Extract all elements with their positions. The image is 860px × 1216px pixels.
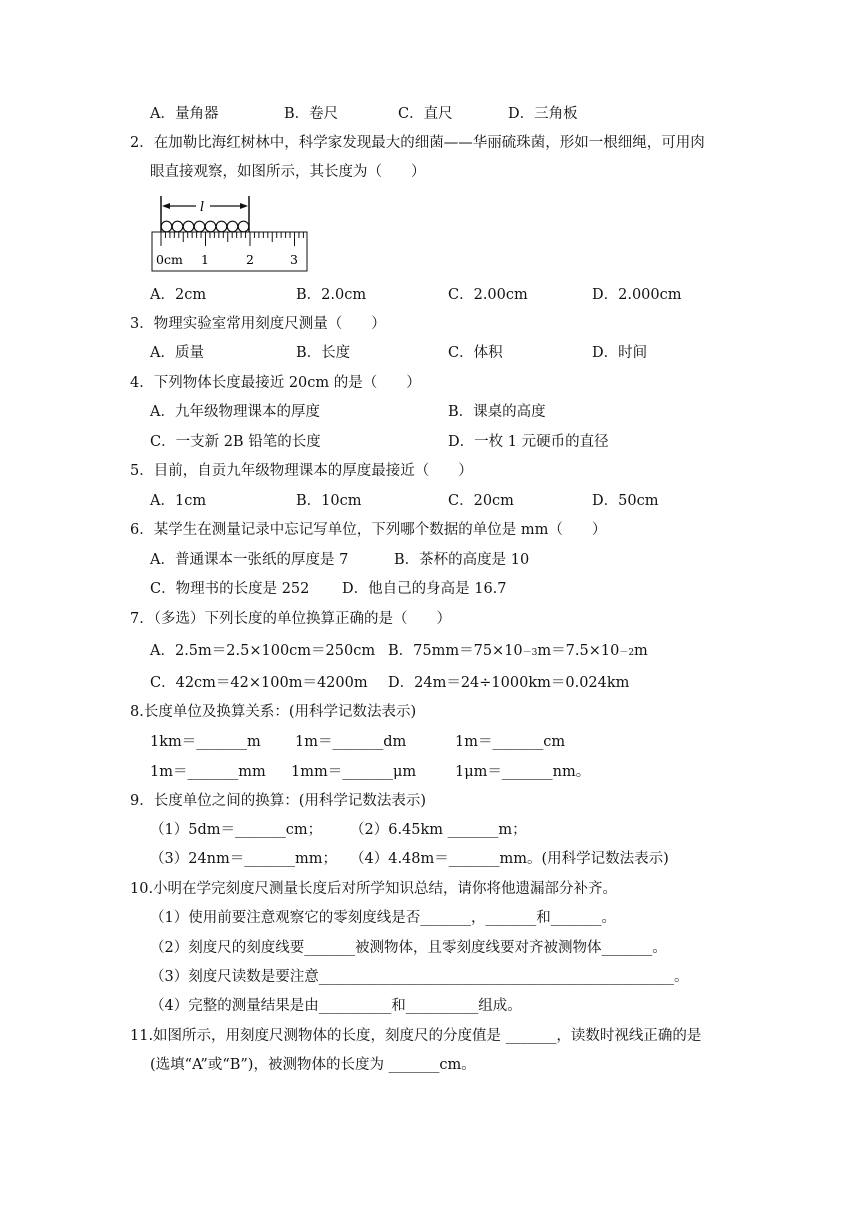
q1-option-c: C．直尺 <box>398 106 453 122</box>
q3-option-b: B．长度 <box>296 345 351 361</box>
bacterium-chain <box>161 221 249 232</box>
q4-options-row2 <box>0 430 860 454</box>
q5-option-b: B．10cm <box>296 493 362 509</box>
q4-stem: 4．下列物体长度最接近 20cm 的是（ ） <box>130 375 421 391</box>
bacterium-segment <box>238 221 249 232</box>
ruler-ticks <box>161 232 303 246</box>
q3-stem: 3．物理实验室常用刻度尺测量（ ） <box>130 316 386 332</box>
q8-blank-mm-um[interactable]: 1mm＝_______μm <box>291 764 417 780</box>
q5-option-a: A．1cm <box>150 493 207 509</box>
q5-options <box>0 489 860 513</box>
q6-option-a: A．普通课本一张纸的厚度是 7 <box>150 552 349 568</box>
q10-item-1[interactable]: （1）使用前要注意观察它的零刻度线是否_______，_______和_______。 <box>150 910 616 926</box>
q1-option-b: B．卷尺 <box>284 106 339 122</box>
q8-blank-um-nm[interactable]: 1μm＝_______nm。 <box>455 764 591 780</box>
q3-option-c: C．体积 <box>448 345 503 361</box>
q7-option-c: C．42cm＝42×100m＝4200m <box>150 675 368 691</box>
q9-item-3[interactable]: （3）24nm＝_______mm； <box>150 851 338 867</box>
tick-label-1: 1 <box>201 252 209 267</box>
q2-stem-line1: 2．在加勒比海红树林中，科学家发现最大的细菌——华丽硫珠菌，形如一根细绳，可用肉 <box>130 135 705 151</box>
q6-options-row2 <box>0 577 860 601</box>
q6-stem: 6．某学生在测量记录中忘记写单位，下列哪个数据的单位是 mm（ ） <box>130 522 607 538</box>
q9-stem: 9．长度单位之间的换算：(用科学记数法表示) <box>130 793 427 809</box>
tick-label-3: 3 <box>290 252 298 267</box>
q2-options <box>0 283 860 307</box>
q10-item-3[interactable]: （3）刻度尺读数是要注意_________________________________________________。 <box>150 969 689 985</box>
q7-options-row2 <box>0 671 860 695</box>
q6-option-c: C．物理书的长度是 252 <box>150 581 310 597</box>
q8-blank-m-mm[interactable]: 1m＝_______mm <box>150 764 266 780</box>
q9-item-1[interactable]: （1）5dm＝_______cm； <box>150 822 323 838</box>
bacterium-segment <box>227 221 238 232</box>
q4-option-a: A．九年级物理课本的厚度 <box>150 404 320 420</box>
tick-label-0: 0cm <box>156 252 183 267</box>
q6-options-row1 <box>0 548 860 572</box>
q4-option-d: D．一枚 1 元硬币的直径 <box>448 434 609 450</box>
q3-option-d: D．时间 <box>592 345 648 361</box>
q7-options-row1 <box>0 639 860 663</box>
q1-options <box>0 102 860 126</box>
length-label: l <box>200 200 205 215</box>
q9-row1 <box>0 818 860 842</box>
q4-option-b: B．课桌的高度 <box>448 404 546 420</box>
q3-option-a: A．质量 <box>150 345 204 361</box>
q4-options-row1 <box>0 400 860 424</box>
tick-label-2: 2 <box>246 252 254 267</box>
q10-item-4[interactable]: （4）完整的测量结果是由__________和__________组成。 <box>150 998 522 1014</box>
q11-stem-line2[interactable]: (选填“A”或“B”)，被测物体的长度为 _______cm。 <box>150 1057 476 1073</box>
q1-option-a: A．量角器 <box>150 106 219 122</box>
q9-row2 <box>0 847 860 871</box>
q8-blank-m-cm[interactable]: 1m＝_______cm <box>455 734 566 750</box>
bacterium-segment <box>205 221 216 232</box>
q2-option-b: B．2.0cm <box>296 287 367 303</box>
q1-option-d: D．三角板 <box>508 106 578 122</box>
bacterium-segment <box>216 221 227 232</box>
q6-option-d: D．他自己的身高是 16.7 <box>342 581 507 597</box>
q8-row2 <box>0 760 860 784</box>
q5-stem: 5．目前，自贡九年级物理课本的厚度最接近（ ） <box>130 463 473 479</box>
q10-item-2[interactable]: （2）刻度尺的刻度线要_______被测物体，且零刻度线要对齐被测物体_______。 <box>150 940 667 956</box>
q8-row1 <box>0 730 860 754</box>
ruler-figure <box>150 192 310 272</box>
q4-option-c: C．一支新 2B 铅笔的长度 <box>150 434 321 450</box>
q9-item-4[interactable]: （4）4.48m＝_______mm。(用科学记数法表示) <box>350 851 669 867</box>
q8-blank-km-m[interactable]: 1km＝_______m <box>150 734 261 750</box>
q10-stem: 10.小明在学完刻度尺测量长度后对所学知识总结，请你将他遗漏部分补齐。 <box>130 881 618 897</box>
q7-option-b: B．75mm＝75×10－3m＝7.5×10－2m <box>388 643 648 659</box>
q11-stem-line1[interactable]: 11.如图所示，用刻度尺测物体的长度，刻度尺的分度值是 _______，读数时视线正确的是 <box>130 1028 702 1044</box>
q2-stem-line2: 眼直接观察，如图所示，其长度为（ ） <box>150 164 426 180</box>
q7-stem: 7．（多选）下列长度的单位换算正确的是（ ） <box>130 611 451 627</box>
q2-option-c: C．2.00cm <box>448 287 528 303</box>
q8-blank-m-dm[interactable]: 1m＝_______dm <box>295 734 407 750</box>
q7-option-a: A．2.5m＝2.5×100cm＝250cm <box>150 643 376 659</box>
q2-option-a: A．2cm <box>150 287 207 303</box>
q9-item-2[interactable]: （2）6.45km _______m； <box>350 822 527 838</box>
q5-option-c: C．20cm <box>448 493 514 509</box>
q8-stem: 8.长度单位及换算关系：(用科学记数法表示) <box>130 704 417 720</box>
q2-option-d: D．2.000cm <box>592 287 682 303</box>
q7-option-d: D．24m＝24÷1000km＝0.024km <box>388 675 630 691</box>
q5-option-d: D．50cm <box>592 493 659 509</box>
bacterium-segment <box>194 221 205 232</box>
bacterium-segment <box>183 221 194 232</box>
bacterium-segment <box>161 221 172 232</box>
bacterium-segment <box>172 221 183 232</box>
q6-option-b: B．茶杯的高度是 10 <box>394 552 530 568</box>
q3-options <box>0 341 860 365</box>
